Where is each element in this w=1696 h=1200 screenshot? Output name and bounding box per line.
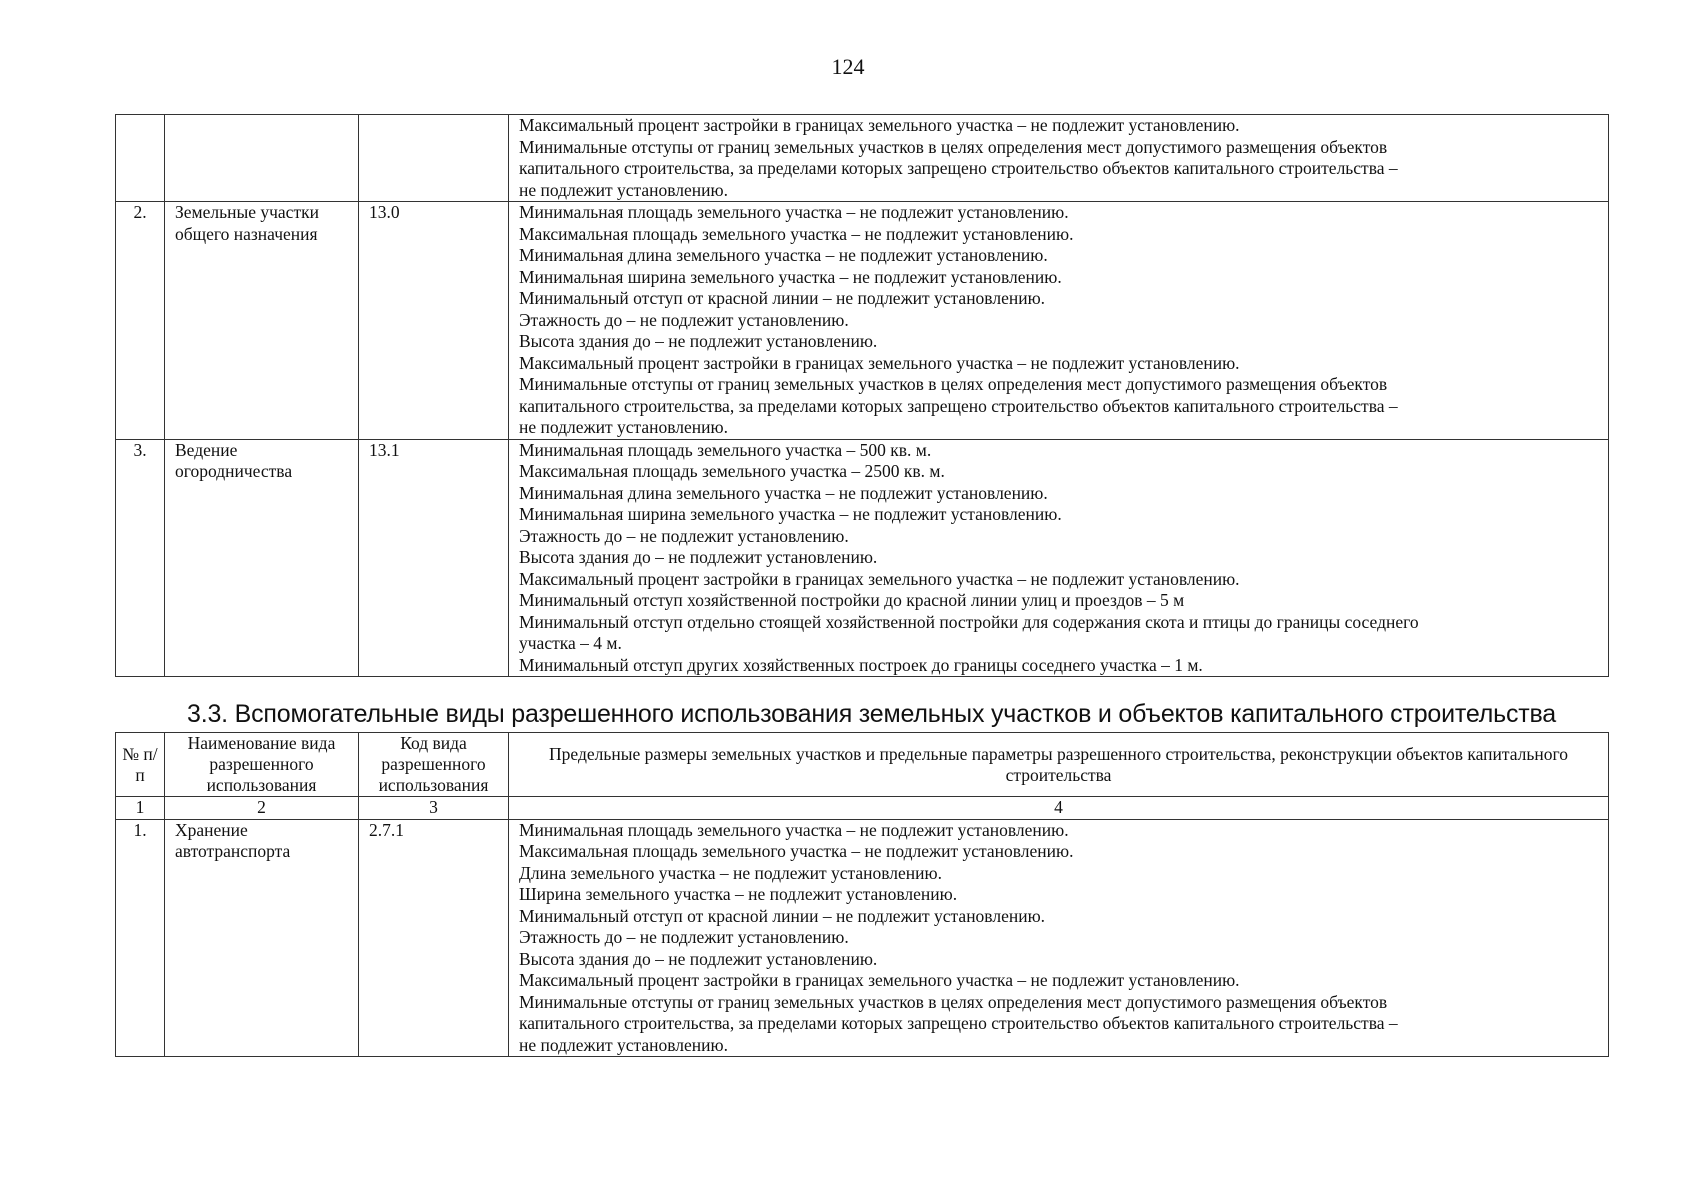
column-index: 2 bbox=[165, 797, 359, 820]
use-code: 2.7.1 bbox=[359, 819, 509, 1057]
use-name: Хранение автотранспорта bbox=[165, 819, 359, 1057]
column-index-row bbox=[116, 797, 1609, 820]
parameter-line: Минимальный отступ других хозяйственных построек до границы соседнего участка – 1 м. bbox=[519, 654, 1203, 675]
parameter-line: Максимальный процент застройки в границах земельного участка – не подлежит установлению. bbox=[519, 115, 1240, 135]
parameter-line: Минимальный отступ отдельно стоящей хозяйственной постройки для содержания скота и птицы до границы соседнего bbox=[519, 611, 1419, 632]
parameter-line: Минимальная площадь земельного участка – 500 кв. м. bbox=[519, 439, 932, 460]
header-use-code: Код вида разрешенного использования bbox=[359, 733, 509, 797]
use-code bbox=[359, 115, 509, 202]
use-name: Ведение огородничества bbox=[165, 439, 359, 677]
parameter-line: капитального строительства, за пределами которых запрещено строительство объектов капитального строительства – bbox=[519, 395, 1398, 416]
parameters-cell bbox=[509, 819, 1609, 1057]
parameter-line: капитального строительства, за пределами которых запрещено строительство объектов капитального строительства – bbox=[519, 1013, 1398, 1033]
parameter-line: Максимальная площадь земельного участка – не подлежит установлению. bbox=[519, 841, 1074, 861]
section-heading: 3.3. Вспомогательные виды разрешенного использования земельных участков и объектов капитального строительства bbox=[187, 700, 1557, 728]
parameter-line: не подлежит установлению. bbox=[519, 417, 728, 437]
table-row bbox=[116, 202, 1609, 440]
header-use-name: Наименование вида разрешенного использования bbox=[165, 733, 359, 797]
row-number: 3. bbox=[116, 439, 165, 677]
row-number bbox=[116, 115, 165, 202]
use-code: 13.1 bbox=[359, 439, 509, 677]
table-row bbox=[116, 115, 1609, 202]
table-header-row bbox=[116, 733, 1609, 797]
page-number: 124 bbox=[831, 54, 865, 79]
column-index: 4 bbox=[509, 797, 1609, 820]
parameter-line: Высота здания до – не подлежит установлению. bbox=[519, 948, 878, 969]
parameter-line: Длина земельного участка – не подлежит установлению. bbox=[519, 862, 942, 883]
parameter-line: Этажность до – не подлежит установлению. bbox=[519, 525, 849, 546]
parameter-line: Максимальный процент застройки в границах земельного участка – не подлежит установлению. bbox=[519, 352, 1240, 373]
table-row bbox=[116, 819, 1609, 1057]
parameter-line: Минимальная площадь земельного участка – не подлежит установлению. bbox=[519, 202, 1069, 222]
parameter-line: Максимальный процент застройки в границах земельного участка – не подлежит установлению. bbox=[519, 568, 1240, 589]
use-code: 13.0 bbox=[359, 202, 509, 440]
use-name bbox=[165, 115, 359, 202]
parameter-line: Минимальная длина земельного участка – не подлежит установлению. bbox=[519, 245, 1048, 265]
parameter-line: капитального строительства, за пределами которых запрещено строительство объектов капитального строительства – bbox=[519, 158, 1398, 178]
parameter-line: Максимальная площадь земельного участка – 2500 кв. м. bbox=[519, 461, 945, 481]
column-index: 1 bbox=[116, 797, 165, 820]
parameters-cell bbox=[509, 115, 1609, 202]
header-parameters: Предельные размеры земельных участков и предельные параметры разрешенного строительства, реконструкции объектов капитального строительства bbox=[509, 733, 1609, 797]
parameter-line: не подлежит установлению. bbox=[519, 1034, 728, 1055]
parameter-line: Максимальная площадь земельного участка – не подлежит установлению. bbox=[519, 223, 1074, 244]
parameters-cell bbox=[509, 439, 1609, 677]
parameter-line: Минимальная площадь земельного участка – не подлежит установлению. bbox=[519, 819, 1069, 840]
zoning-table-continued bbox=[115, 114, 1609, 677]
parameter-line: Минимальные отступы от границ земельных участков в целях определения мест допустимого размещения объектов bbox=[519, 374, 1388, 394]
parameters-cell bbox=[509, 202, 1609, 440]
row-number: 2. bbox=[116, 202, 165, 440]
parameter-line: Минимальный отступ хозяйственной постройки до красной линии улиц и проездов – 5 м bbox=[519, 590, 1185, 610]
parameter-line: Минимальный отступ от красной линии – не подлежит установлению. bbox=[519, 288, 1046, 308]
parameter-line: Этажность до – не подлежит установлению. bbox=[519, 927, 849, 947]
parameter-line: Ширина земельного участка – не подлежит установлению. bbox=[519, 884, 958, 904]
parameter-line: участка – 4 м. bbox=[519, 633, 622, 653]
table-row bbox=[116, 439, 1609, 677]
parameter-line: Минимальный отступ от красной линии – не подлежит установлению. bbox=[519, 905, 1046, 926]
parameter-line: не подлежит установлению. bbox=[519, 179, 728, 200]
parameter-line: Минимальные отступы от границ земельных участков в целях определения мест допустимого размещения объектов bbox=[519, 991, 1388, 1012]
header-number: № п/п bbox=[116, 733, 165, 797]
parameter-line: Минимальная ширина земельного участка – не подлежит установлению. bbox=[519, 266, 1062, 287]
parameter-line: Максимальный процент застройки в границах земельного участка – не подлежит установлению. bbox=[519, 970, 1240, 990]
column-index: 3 bbox=[359, 797, 509, 820]
parameter-line: Минимальные отступы от границ земельных участков в целях определения мест допустимого размещения объектов bbox=[519, 136, 1388, 157]
parameter-line: Высота здания до – не подлежит установлению. bbox=[519, 331, 878, 351]
parameter-line: Этажность до – не подлежит установлению. bbox=[519, 309, 849, 330]
auxiliary-uses-table bbox=[115, 732, 1609, 1057]
row-number: 1. bbox=[116, 819, 165, 1057]
parameter-line: Минимальная ширина земельного участка – не подлежит установлению. bbox=[519, 504, 1062, 524]
parameter-line: Минимальная длина земельного участка – не подлежит установлению. bbox=[519, 482, 1048, 503]
parameter-line: Высота здания до – не подлежит установлению. bbox=[519, 547, 878, 567]
use-name: Земельные участки общего назначения bbox=[165, 202, 359, 440]
